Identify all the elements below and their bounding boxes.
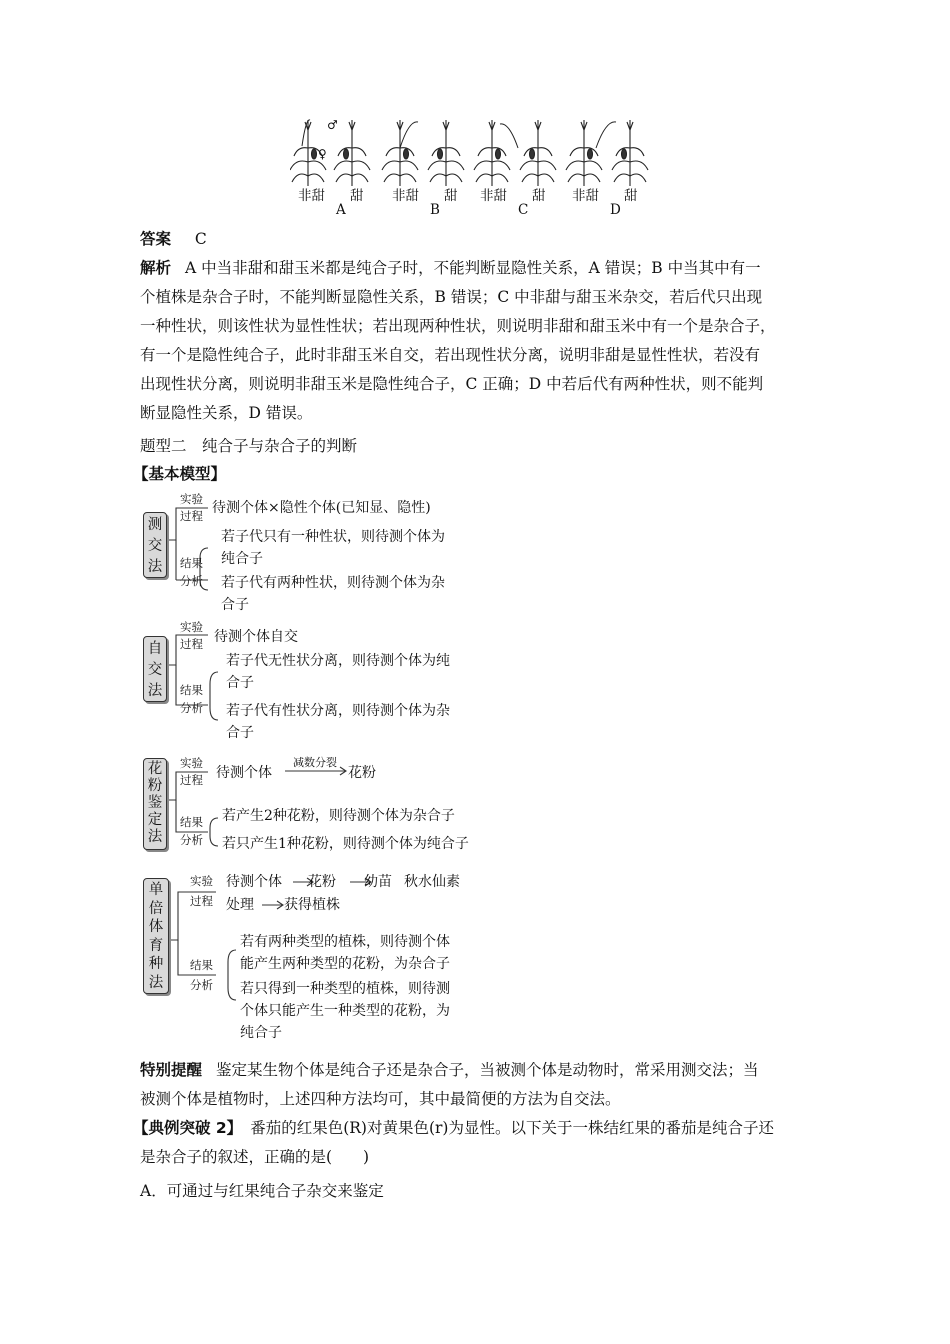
tip-label: 特别提醒 bbox=[140, 1061, 203, 1079]
m1-result-label: 结果 分析 bbox=[180, 556, 203, 588]
analysis-line-2: 个植株是杂合子时，不能判断显隐性关系，B 错误；C 中非甜与甜玉米杂交，若后代只出现 bbox=[140, 288, 763, 306]
analysis-line-5: 出现性状分离，则说明非甜玉米是隐性纯合子，C 正确；D 中若后代有两种性状，则不能判 bbox=[140, 375, 764, 393]
m3-result-2: 若只产生1种花粉，则待测个体为纯合子 bbox=[222, 836, 469, 852]
method-box-testcross: 测 交 法 bbox=[143, 512, 167, 578]
tip-line-1: 特别提醒 鉴定某生物个体是纯合子还是杂合子，当被测个体是动物时，常采用测交法；当 bbox=[140, 1061, 759, 1079]
figure-symbol-male: ♂ bbox=[327, 118, 338, 132]
m4-process-label: 实验 过程 bbox=[190, 874, 213, 908]
m3-process-arrow-label: 减数分裂 bbox=[293, 756, 337, 769]
figure-label-sweet: 甜 bbox=[350, 188, 364, 204]
tip-block bbox=[140, 1056, 820, 1114]
figure-letter: D bbox=[610, 202, 621, 218]
m1-process: 待测个体×隐性个体(已知显、隐性) bbox=[212, 500, 431, 516]
m3-process-a: 待测个体 bbox=[216, 765, 272, 781]
tip-line-2: 被测个体是植物时，上述四种方法均可，其中最简便的方法为自交法。 bbox=[140, 1090, 621, 1108]
figure-label-sweet: 甜 bbox=[444, 188, 458, 204]
example-line-1: 【典例突破 2】 番茄的红果色(R)对黄果色(r)为显性。以下关于一株结红果的番茄是纯合子还 bbox=[133, 1119, 774, 1137]
m2-process-label: 实验 过程 bbox=[180, 620, 203, 651]
method-box-selfing: 自 交 法 bbox=[143, 636, 167, 702]
m4-result-label: 结果 分析 bbox=[190, 958, 213, 992]
m2-result-2: 若子代有性状分离，则待测个体为杂 合子 bbox=[226, 703, 450, 741]
analysis-line-4: 有一个是隐性纯合子，此时非甜玉米自交，若出现性状分离，说明非甜是显性性状，若没有 bbox=[140, 346, 761, 364]
example-option-a[interactable]: A．可通过与红果纯合子杂交来鉴定 bbox=[140, 1182, 384, 1200]
method-box-haploid: 单 倍 体 育 种 法 bbox=[143, 878, 169, 994]
m4-process-line-1: 待测个体 花粉 幼苗 秋水仙素 bbox=[226, 874, 460, 890]
figure-label-sweet: 甜 bbox=[624, 188, 638, 204]
section-title: 题型二 纯合子与杂合子的判断 bbox=[140, 437, 358, 455]
example-block bbox=[133, 1114, 823, 1172]
method-box-pollen: 花 粉 鉴 定 法 bbox=[143, 758, 167, 850]
answer-value: C bbox=[194, 230, 207, 248]
figure-letter: A bbox=[336, 202, 346, 218]
m3-result-label: 结果 分析 bbox=[180, 815, 203, 847]
analysis-line-1: 解析 A 中当非甜和甜玉米都是纯合子时，不能判断显隐性关系，A 错误；B 中当其中有一 bbox=[140, 259, 761, 277]
m3-process-label: 实验 过程 bbox=[180, 756, 203, 787]
m4-process-line-2: 处理 获得植株 bbox=[226, 897, 340, 913]
m3-result-1: 若产生2种花粉，则待测个体为杂合子 bbox=[222, 808, 455, 824]
m4-result-1: 若有两种类型的植株，则待测个体 能产生两种类型的花粉，为杂合子 bbox=[240, 934, 450, 972]
example-label: 【典例突破 2】 bbox=[133, 1119, 243, 1137]
analysis-label: 解析 bbox=[140, 259, 172, 277]
figure-symbol-female: ♀ bbox=[318, 147, 327, 161]
figure-letter: B bbox=[430, 202, 440, 218]
analysis-line-6: 断显隐性关系，D 错误。 bbox=[140, 404, 313, 422]
analysis-line-3: 一种性状，则该性状为显性性状；若出现两种性状，则说明非甜和甜玉米中有一个是杂合子， bbox=[140, 317, 776, 335]
figure-label-nonsweet: 非甜 bbox=[298, 188, 325, 204]
figure-label-nonsweet: 非甜 bbox=[392, 188, 419, 204]
m2-process: 待测个体自交 bbox=[214, 629, 298, 645]
m4-result-2: 若只得到一种类型的植株，则待测 个体只能产生一种类型的花粉，为 纯合子 bbox=[240, 981, 450, 1041]
figure-letter: C bbox=[518, 202, 529, 218]
figure-label-sweet: 甜 bbox=[532, 188, 546, 204]
m1-process-label: 实验 过程 bbox=[180, 492, 203, 523]
m2-result-label: 结果 分析 bbox=[180, 683, 203, 715]
model-label: 【基本模型】 bbox=[133, 465, 227, 483]
m1-result-1: 若子代只有一种性状，则待测个体为 纯合子 bbox=[221, 529, 445, 567]
figure-label-nonsweet: 非甜 bbox=[572, 188, 599, 204]
figure-label-nonsweet: 非甜 bbox=[480, 188, 507, 204]
m1-result-2: 若子代有两种性状，则待测个体为杂 合子 bbox=[221, 575, 445, 613]
m3-process-b: 花粉 bbox=[348, 765, 376, 781]
example-line-2: 是杂合子的叙述，正确的是( ) bbox=[140, 1148, 370, 1166]
answer-label: 答案 bbox=[140, 230, 172, 248]
m2-result-1: 若子代无性状分离，则待测个体为纯 合子 bbox=[226, 653, 450, 691]
